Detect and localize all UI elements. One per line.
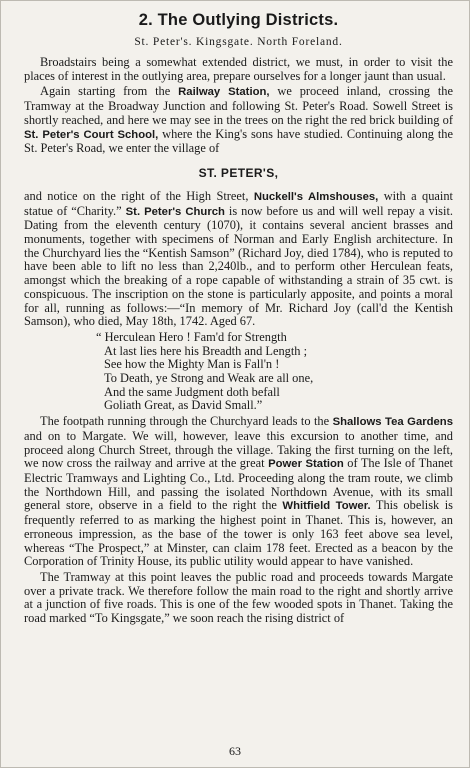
paragraph-railway: Again starting from the Railway Station, we proceed inland, crossing the Tramway at the Broadway Junction and following St. Peter's Road. Sowell Street is shortly reached, and here we may see in the trees on the right the red brick building of St. Peter's Court School, where the King's sons have studied. Continuing along the St. Peter's Road, we enter the village of (24, 84, 454, 156)
place-shallows-tea-gardens: Shallows Tea Gardens (332, 416, 453, 429)
poem-line: And the same Judgment doth befall (104, 384, 280, 399)
poem-line: At last lies here his Breadth and Length ; (104, 343, 308, 358)
place-nuckells-almshouses: Nuckell's Almshouses, (253, 190, 379, 203)
paragraph-intro: Broadstairs being a somewhat extended district, we must, in order to visit the places of interest in the outlying area, prepare ourselves for a longer jaunt than usual. (24, 55, 453, 83)
paragraph-tramway: The Tramway at this point leaves the public road and proceeds towards Margate over a private track. We therefore follow the main road to the right and shortly arrive at a junction of five roads. This is one of the few wooded spots in Thanet. Taking the road marked “To Kingsgate,” we soon reach the rising district of (24, 569, 453, 626)
paragraph-footpath: The footpath running through the Churchyard leads to the Shallows Tea Gardens and on to Margate. We will, however, leave this excursion to another time, and proceed along Church Street, through the village. Taking the first turning on the left, we now cross the railway and arrive at the great Power Station of The Isle of Thanet Electric Tramways and Lighting Co., Ltd. Proceeding along the tram route, we climb the Northdown Hill, and passing the isolated Northdown Avenue, with its small general store, observe in a field to the right the Whitfield Tower. This obelisk is frequently referred to as marking the highest point in Thanet. This is, however, an erroneous impression, as the base of the tower is only 163 feet above sea level, whereas “The Prospect,” at Minster, can claim 178 feet. Erected as a beacon by the Corporation of Trinity House, its public utility would appear to have vanished. (24, 414, 453, 569)
place-whitfield-tower: Whitfield Tower. (282, 500, 371, 513)
chapter-subtitle: St. Peter's. Kingsgate. North Foreland. (134, 36, 343, 48)
epitaph-poem (24, 331, 453, 413)
poem-line: Goliath Great, as David Small.” (104, 398, 263, 413)
section-heading-st-peters: ST. PETER'S, (198, 165, 279, 180)
poem-line: See how the Mighty Man is Fall'n ! (104, 357, 280, 372)
place-power-station: Power Station (268, 458, 344, 471)
paragraph-st-peters: and notice on the right of the High Street, Nuckell's Almshouses, with a quaint statue of “Charity.” St. Peter's Church is now before us and will well repay a visit. Dating from the eleventh century (1070), it contains several ancient brasses and monuments, together with specimens of Norman and Early English architecture. In the Churchyard lies the “Kentish Samson” (Richard Joy, died 1784), who is reputed to have been able to lift no less than 2,240lb., and to perform other Herculean feats, amongst which the breaking of a rope capable of withstanding a strain of 35 cwt. is conspicuous. The inscription on the stone is particularly apposite, and points a moral for all, running as follows:—“In memory of Mr. Richard Joy (call'd the Kentish Samson), who died, May 18th, 1742. Aged 67. (24, 188, 453, 329)
poem-line: To Death, ye Strong and Weak are all one, (104, 371, 314, 386)
place-st-peters-church: St. Peter's Church (125, 205, 225, 218)
poem-line: “ Herculean Hero ! Fam'd for Strength (96, 329, 287, 344)
chapter-title: 2. The Outlying Districts. (138, 11, 339, 29)
place-railway-station: Railway Station, (178, 86, 270, 99)
place-st-peters-court-school: St. Peter's Court School, (24, 128, 159, 141)
page-number: 63 (229, 744, 241, 758)
